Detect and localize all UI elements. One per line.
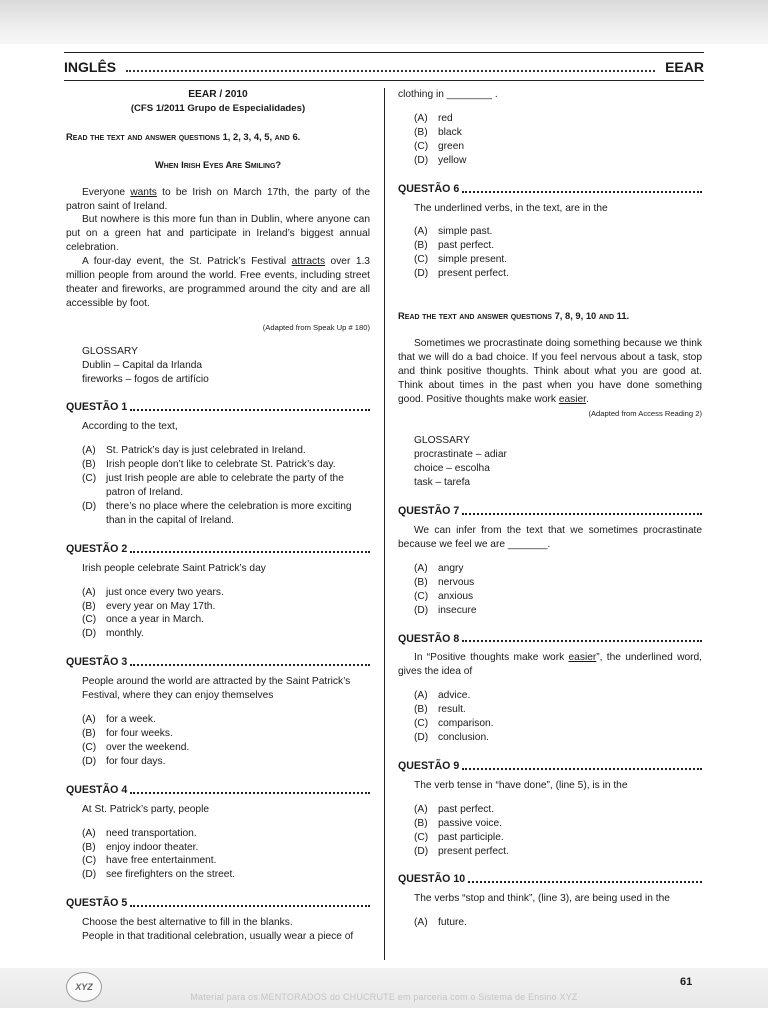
question-5-stem-continued: clothing in ________ . [398, 89, 498, 100]
reading-instruction: Read the text and answer questions 1, 2, 3, 4, 5, and 6. [66, 130, 301, 142]
option-b[interactable]: (B) for four weeks. [82, 728, 173, 739]
question-4-heading: QUESTÃO 4 [66, 783, 370, 799]
question-9-options [398, 803, 702, 859]
question-5-instruction: Choose the best alternative to fill in the blanks. [82, 917, 293, 929]
option-c[interactable]: (C) comparison. [414, 718, 494, 730]
question-2-options [66, 586, 370, 642]
question-3-heading: QUESTÃO 3 [66, 655, 370, 671]
option-d[interactable]: (D) monthly. [82, 628, 144, 640]
option-b[interactable]: (B) Irish people don’t like to celebrate St. Patrick’s day. [82, 459, 336, 471]
option-c[interactable]: (C) anxious [414, 590, 474, 602]
question-2-heading: QUESTÃO 2 [66, 542, 370, 558]
question-1-options [66, 444, 370, 527]
option-b[interactable]: (B) nervous [414, 576, 475, 588]
question-7-stem: We can infer from the text that we sometimes procrastinate because we feel we are _______. [398, 525, 702, 550]
question-9-stem: The verb tense in “have done”, (line 5), is in the [414, 779, 628, 791]
option-c[interactable]: (C) just Irish people are able to celebrate the party of the patron of Ireland. [82, 473, 344, 499]
reading-paragraph-1: Everyone wants to be Irish on March 17th, the party of the patron saint of Ireland. [66, 186, 370, 212]
reading-paragraph-3: A four-day event, the St. Patrick’s Festival attracts over 1.3 million people from around the world. Free events, including street theater and fireworks, are programmed around the city and are all accessible by foot. [66, 256, 370, 309]
question-7-options [398, 562, 702, 618]
question-10-options [398, 916, 702, 930]
question-10-heading: QUESTÃO 10 [398, 872, 702, 888]
option-a[interactable]: (A) simple past. [414, 226, 493, 238]
option-a[interactable]: (A) red [414, 112, 453, 124]
xyz-logo: XYZ [66, 972, 102, 1002]
option-b[interactable]: (B) passive voice. [414, 817, 502, 829]
exam-subtitle: (CFS 1/2011 Grupo de Especialidades) [130, 102, 306, 114]
option-a[interactable]: (A) past perfect. [414, 803, 495, 815]
question-1-heading: QUESTÃO 1 [66, 400, 370, 416]
option-c[interactable]: (C) simple present. [414, 254, 508, 266]
page-number: 61 [680, 976, 693, 988]
underlined-verb: attracts [291, 256, 326, 268]
option-c[interactable]: (C) green [414, 140, 465, 152]
footer-watermark: Material para os MENTORADOS do CHUCRUTE em parceria com o Sistema de Ensino XYZ [190, 992, 578, 1002]
reading-paragraph-4: Sometimes we procrastinate doing something because we think that we will do a bad choice. If you feel nervous about a task, stop and think positive thoughts. Think about what you are good at. Think about times in the past when you have done something good. Positive thoughts make work easier. [398, 337, 702, 405]
option-c[interactable]: (C) over the weekend. [82, 741, 190, 753]
left-column [66, 88, 370, 944]
option-b[interactable]: (B) black [414, 126, 462, 138]
underlined-verb: wants [130, 186, 157, 198]
option-a[interactable]: (A) advice. [414, 690, 471, 702]
text-source-2: (Adapted from Access Reading 2) [588, 408, 702, 418]
option-a[interactable]: (A) just once every two years. [82, 586, 224, 598]
question-1-stem: According to the text, [82, 421, 178, 433]
question-8-stem: In “Positive thoughts make work easier”, the underlined word, gives the idea of [398, 652, 703, 678]
question-6-heading: QUESTÃO 6 [398, 182, 702, 198]
question-9-heading: QUESTÃO 9 [398, 759, 702, 775]
option-d[interactable]: (D) see firefighters on the street. [82, 869, 236, 881]
option-d[interactable]: (D) there’s no place where the celebration is more exciting than in the capital of Ireland. [82, 500, 352, 526]
text-source: (Adapted from Speak Up # 180) [262, 322, 370, 332]
option-b[interactable]: (B) enjoy indoor theater. [82, 841, 199, 853]
exam-title: EEAR [665, 58, 704, 75]
option-b[interactable]: (B) every year on May 17th. [82, 600, 216, 612]
option-d[interactable]: (D) insecure [414, 604, 477, 616]
option-a[interactable]: (A) angry [414, 562, 464, 574]
subject-title: INGLÊS [64, 58, 117, 75]
question-4-stem: At St. Patrick’s party, people [82, 803, 210, 815]
question-6-options [398, 225, 702, 281]
question-5-heading: QUESTÃO 5 [66, 896, 370, 912]
question-10-stem: The verbs “stop and think”, (line 3), are being used in the [414, 893, 670, 905]
question-3-stem: People around the world are attracted by the Saint Patrick’s Festival, where they can enjoy themselves [82, 676, 351, 702]
underlined-word: easier [568, 652, 597, 664]
option-a[interactable]: (A) St. Patrick’s day is just celebrated in Ireland. [82, 445, 306, 457]
question-5-options [398, 112, 702, 168]
option-d[interactable]: (D) for four days. [82, 755, 166, 767]
question-8-options [398, 689, 702, 745]
question-3-options [66, 713, 370, 769]
page-header [64, 52, 704, 81]
question-2-stem: Irish people celebrate Saint Patrick’s day [82, 562, 266, 574]
glossary-2: GLOSSARY procrastinate – adiar choice – escolha task – tarefa [414, 435, 507, 489]
option-a[interactable]: (A) need transportation. [82, 827, 197, 839]
header-dotted-leader [126, 70, 655, 72]
footer-band [0, 968, 768, 1008]
option-c[interactable]: (C) have free entertainment. [82, 855, 217, 867]
option-d[interactable]: (D) present perfect. [414, 268, 509, 280]
question-8-heading: QUESTÃO 8 [398, 631, 702, 647]
question-5-stem: People in that traditional celebration, usually wear a piece of [82, 931, 354, 943]
option-b[interactable]: (B) past perfect. [414, 240, 495, 252]
right-column [398, 88, 702, 930]
glossary: GLOSSARY Dublin – Capital da Irlanda fireworks – fogos de artifício [82, 345, 209, 385]
option-a[interactable]: (A) for a week. [82, 714, 156, 726]
exam-year: EEAR / 2010 [188, 89, 248, 100]
option-c[interactable]: (C) once a year in March. [82, 614, 204, 626]
column-divider [384, 88, 385, 960]
text-title: When Irish Eyes Are Smiling? [154, 158, 282, 170]
underlined-word: easier [558, 393, 587, 405]
option-d[interactable]: (D) conclusion. [414, 732, 489, 743]
option-c[interactable]: (C) past participle. [414, 831, 504, 843]
question-7-heading: QUESTÃO 7 [398, 504, 702, 520]
top-decorative-band [0, 0, 768, 44]
reading-paragraph-2: But nowhere is this more fun than in Dublin, where anyone can put on a green hat and participate in Ireland’s biggest annual celebration. [66, 214, 370, 254]
reading-instruction-2: Read the text and answer questions 7, 8, 9, 10 and 11. [398, 310, 630, 322]
question-4-options [66, 827, 370, 883]
option-d[interactable]: (D) yellow [414, 154, 467, 166]
option-a[interactable]: (A) future. [414, 917, 467, 929]
option-b[interactable]: (B) result. [414, 704, 466, 716]
option-d[interactable]: (D) present perfect. [414, 845, 509, 857]
question-6-stem: The underlined verbs, in the text, are in the [414, 202, 608, 214]
